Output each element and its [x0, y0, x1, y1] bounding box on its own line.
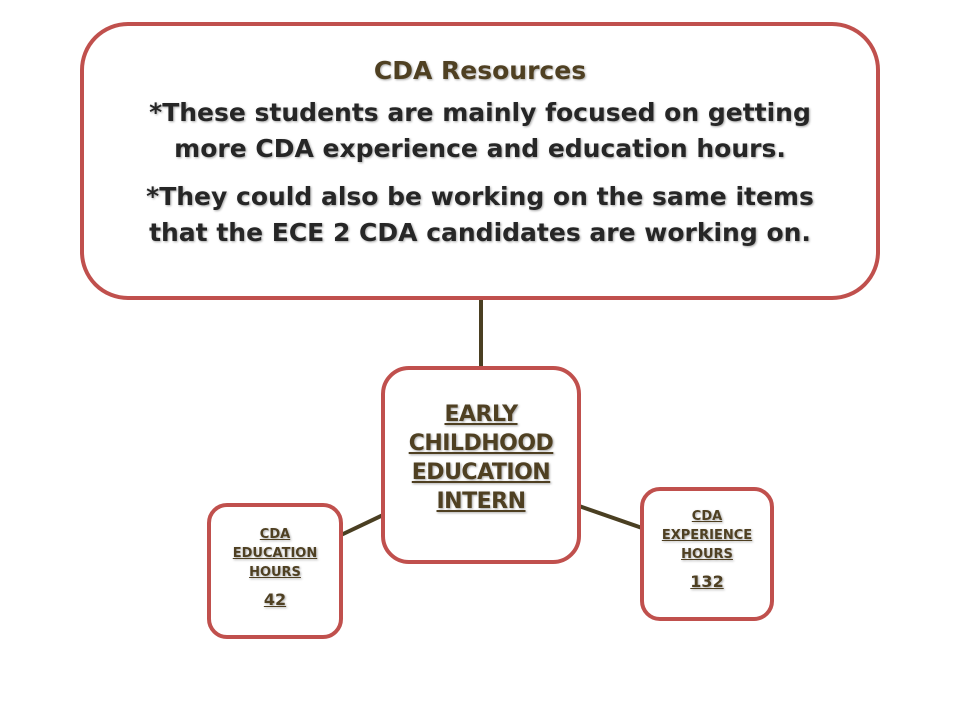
- right-node-line-3: HOURS: [681, 547, 733, 562]
- center-node-line-3: EDUCATION: [411, 460, 551, 485]
- connector-center-to-right: [579, 506, 642, 528]
- cda-experience-hours-node: [640, 487, 774, 621]
- center-node-line-1: EARLY: [444, 402, 518, 427]
- cda-education-hours-node: [207, 503, 343, 639]
- left-node-line-2: EDUCATION: [232, 546, 318, 561]
- connector-center-to-left: [341, 515, 383, 535]
- education-hours-value: 42: [263, 590, 287, 609]
- left-node-line-3: HOURS: [249, 565, 301, 580]
- resources-note-2: *They could also be working on the same items that the ECE 2 CDA candidates are working on.: [146, 182, 814, 247]
- cda-resources-box: [80, 22, 880, 300]
- right-node-line-2: EXPERIENCE: [661, 528, 753, 543]
- center-node-line-4: INTERN: [436, 489, 526, 514]
- right-node-line-1: CDA: [691, 509, 723, 524]
- resources-note-1: *These students are mainly focused on getting more CDA experience and education hours.: [149, 98, 811, 163]
- experience-hours-value: 132: [690, 572, 724, 591]
- ece-intern-node: [381, 366, 581, 564]
- left-node-line-1: CDA: [259, 527, 291, 542]
- cda-resources-title: CDA Resources: [373, 56, 587, 85]
- center-node-line-2: CHILDHOOD: [408, 431, 554, 456]
